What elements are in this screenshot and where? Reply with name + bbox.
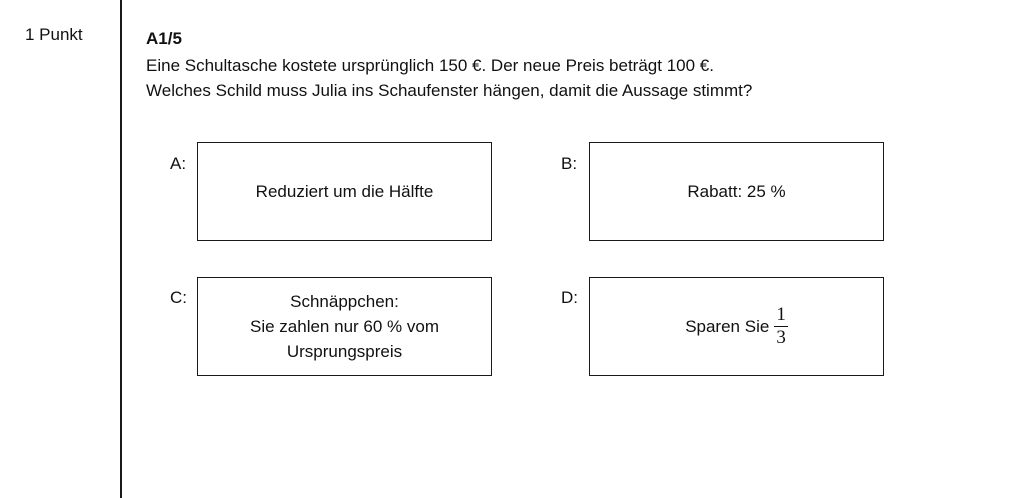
option-d-text: Sparen Sie [685,317,770,336]
question-line-1: Eine Schultasche kostete ursprünglich 150 €. Der neue Preis beträgt 100 €. [146,56,714,75]
task-id: A1/5 [146,29,182,48]
points-label: 1 Punkt [25,25,83,44]
fraction-one-third [774,305,788,348]
option-b-letter: B: [561,154,578,173]
option-c-letter: C: [170,288,187,307]
option-d-content [685,305,788,348]
question-text [146,53,752,103]
option-c-box[interactable] [197,277,492,376]
option-d-letter: D: [561,288,578,307]
option-a-box[interactable] [197,142,492,241]
vertical-divider [120,0,122,498]
fraction-denominator: 3 [776,327,786,348]
option-b-box[interactable] [589,142,884,241]
option-c-line-2: Sie zahlen nur 60 % vom [250,317,439,336]
fraction-numerator: 1 [776,304,786,325]
option-a-text: Reduziert um die Hälfte [255,182,434,201]
question-line-2: Welches Schild muss Julia ins Schaufenster hängen, damit die Aussage stimmt? [146,81,753,100]
option-a-letter: A: [170,154,187,173]
option-c-line-3: Ursprungspreis [286,342,403,361]
option-b-text: Rabatt: 25 % [687,182,786,201]
option-c-line-1: Schnäppchen: [290,292,399,311]
option-d-box[interactable] [589,277,884,376]
